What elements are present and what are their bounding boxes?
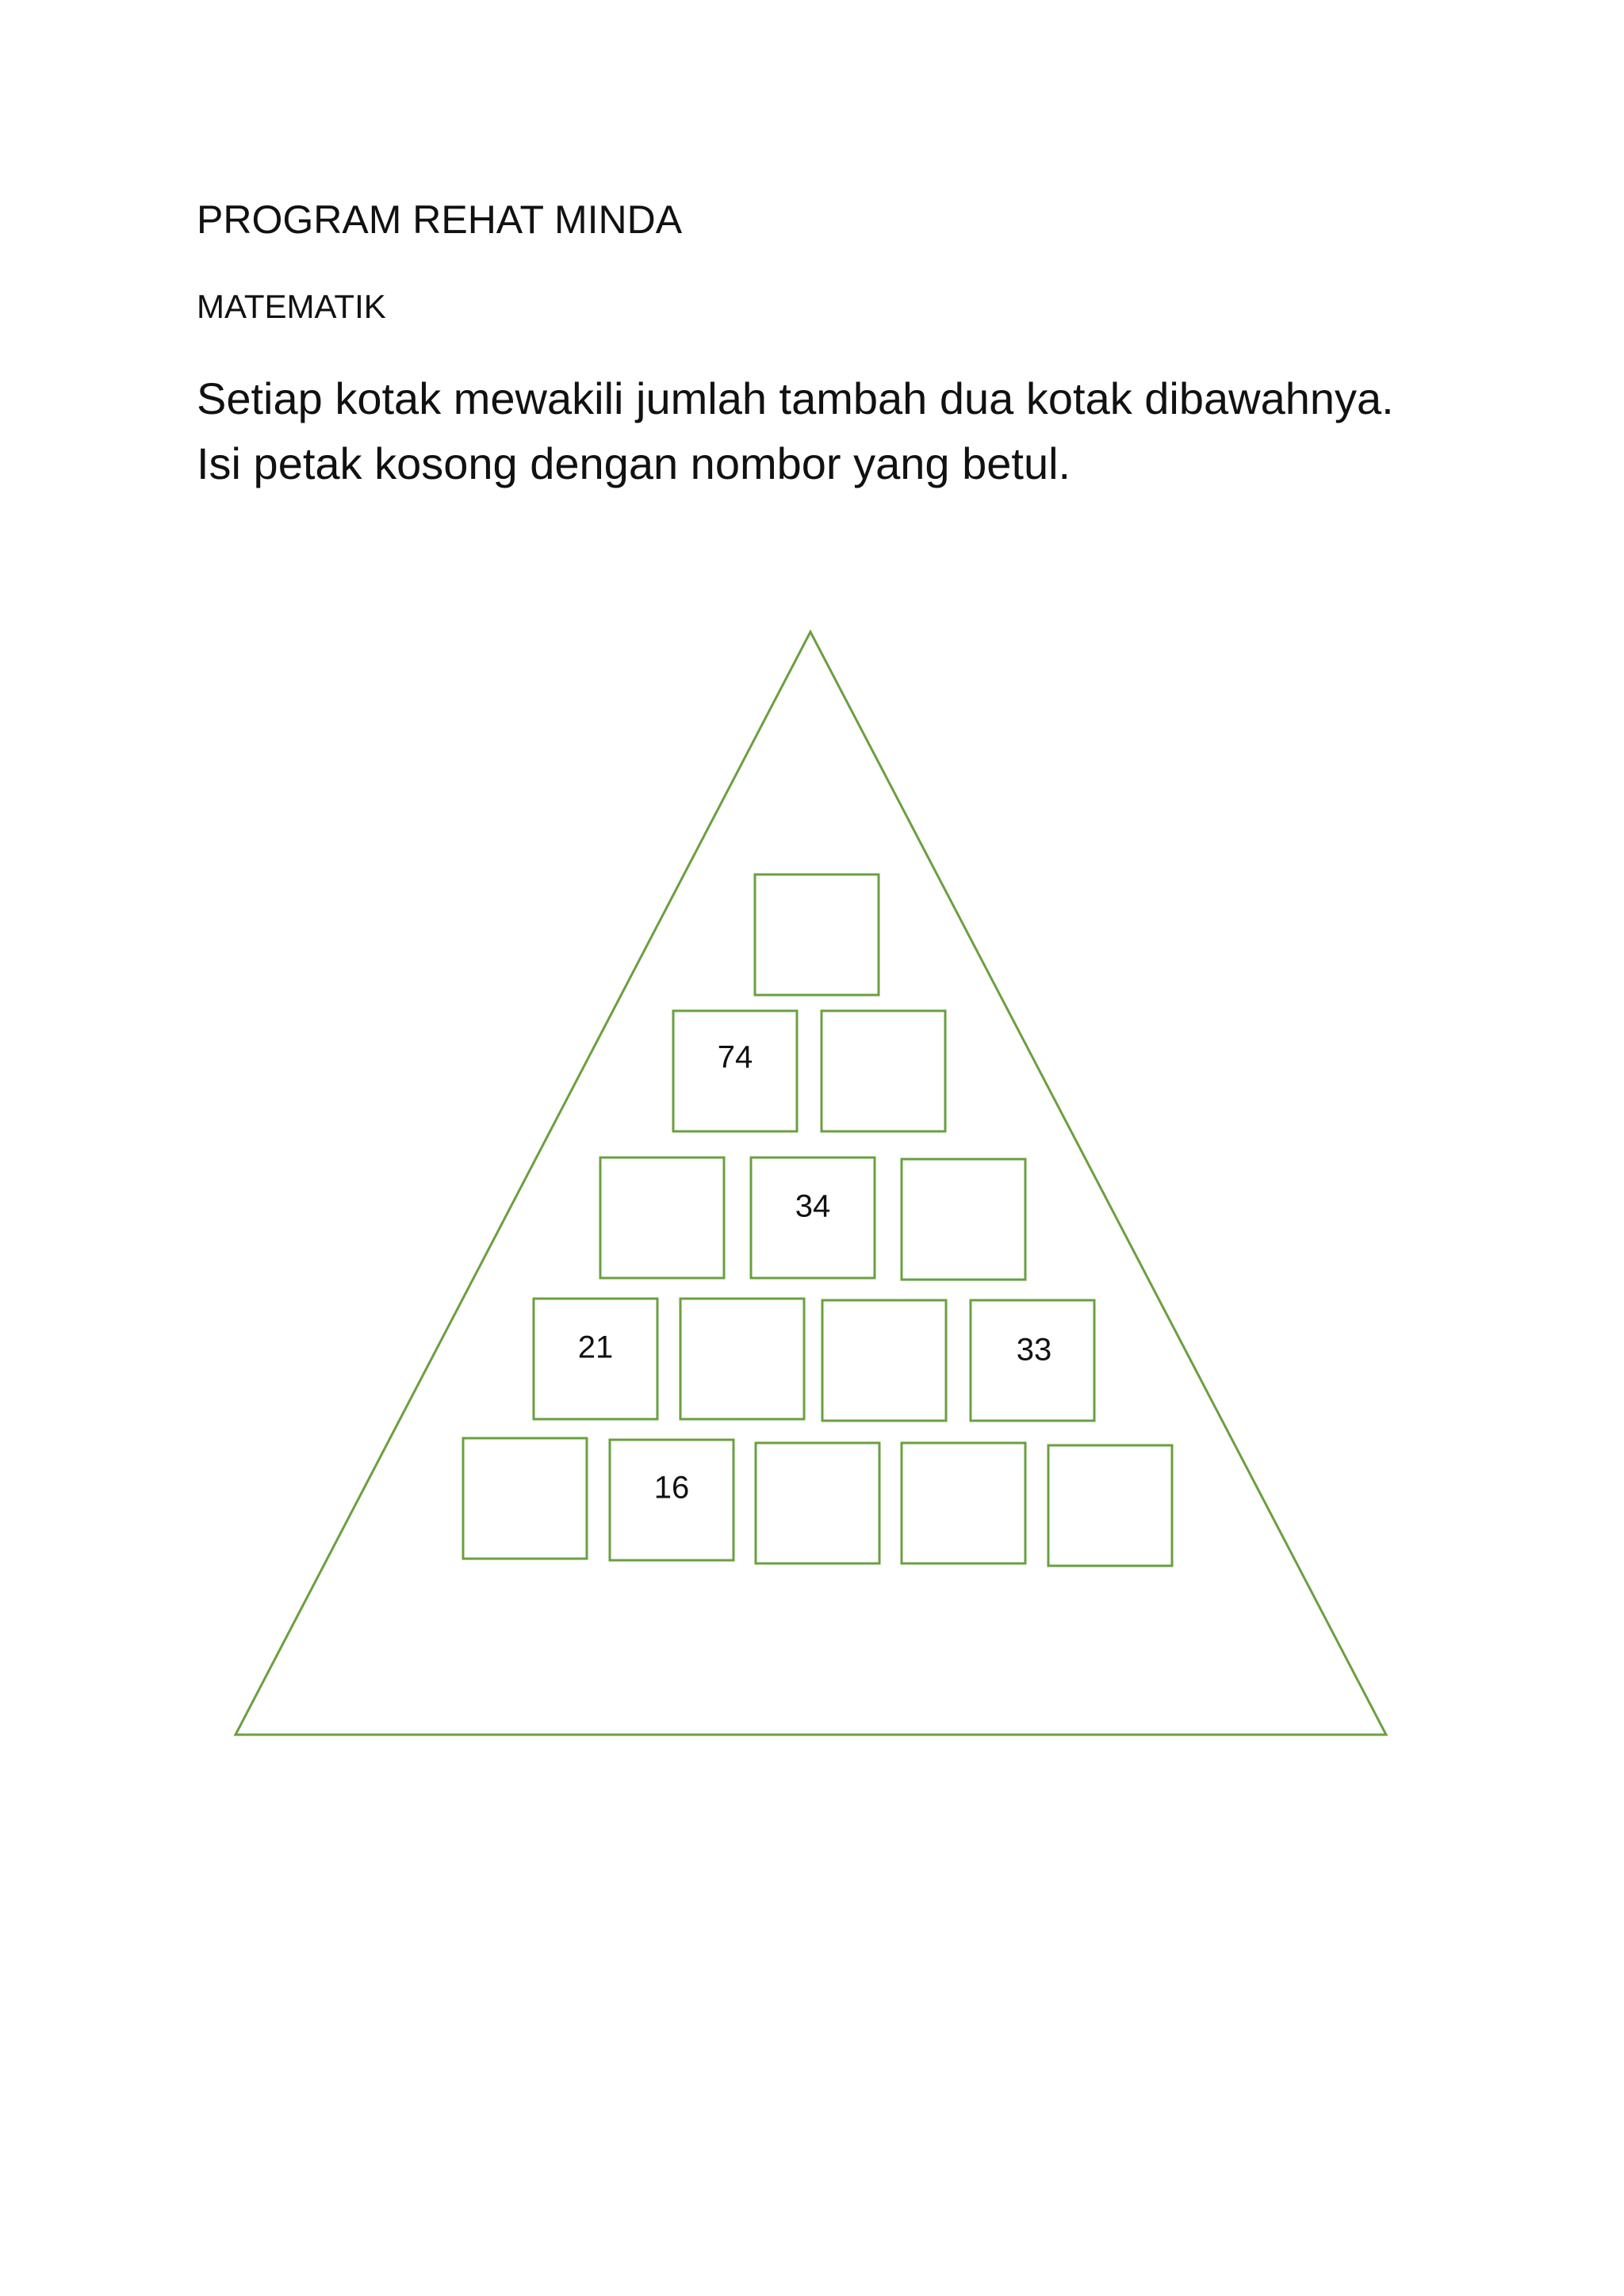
subject-label: MATEMATIK: [197, 288, 386, 325]
pyramid-box-r3-c1[interactable]: [680, 1299, 804, 1419]
pyramid-value-r4-c1: 16: [653, 1470, 690, 1506]
pyramid-box-r0-c0[interactable]: [755, 874, 879, 995]
instruction-line-1: Setiap kotak mewakili jumlah tambah dua kotak dibawahnya.: [197, 373, 1394, 423]
pyramid-box-r4-c2[interactable]: [756, 1443, 879, 1563]
instruction-line-2: Isi petak kosong dengan nombor yang betul.: [197, 438, 1071, 488]
pyramid-box-r4-c4[interactable]: [1048, 1445, 1172, 1566]
pyramid-value-r3-c3: 33: [1016, 1332, 1052, 1368]
pyramid-box-r2-c2[interactable]: [902, 1159, 1025, 1280]
pyramid-box-r3-c2[interactable]: [822, 1300, 946, 1421]
pyramid-box-r4-c0[interactable]: [463, 1438, 587, 1559]
pyramid-value-r3-c0: 21: [577, 1330, 614, 1365]
pyramid-box-r2-c0[interactable]: [600, 1158, 724, 1278]
pyramid-value-r1-c0: 74: [717, 1039, 753, 1075]
pyramid-value-r2-c1: 34: [795, 1188, 831, 1224]
page-title: PROGRAM REHAT MINDA: [197, 197, 683, 242]
pyramid-box-r1-c1[interactable]: [822, 1011, 945, 1131]
pyramid-box-r4-c3[interactable]: [902, 1443, 1025, 1563]
